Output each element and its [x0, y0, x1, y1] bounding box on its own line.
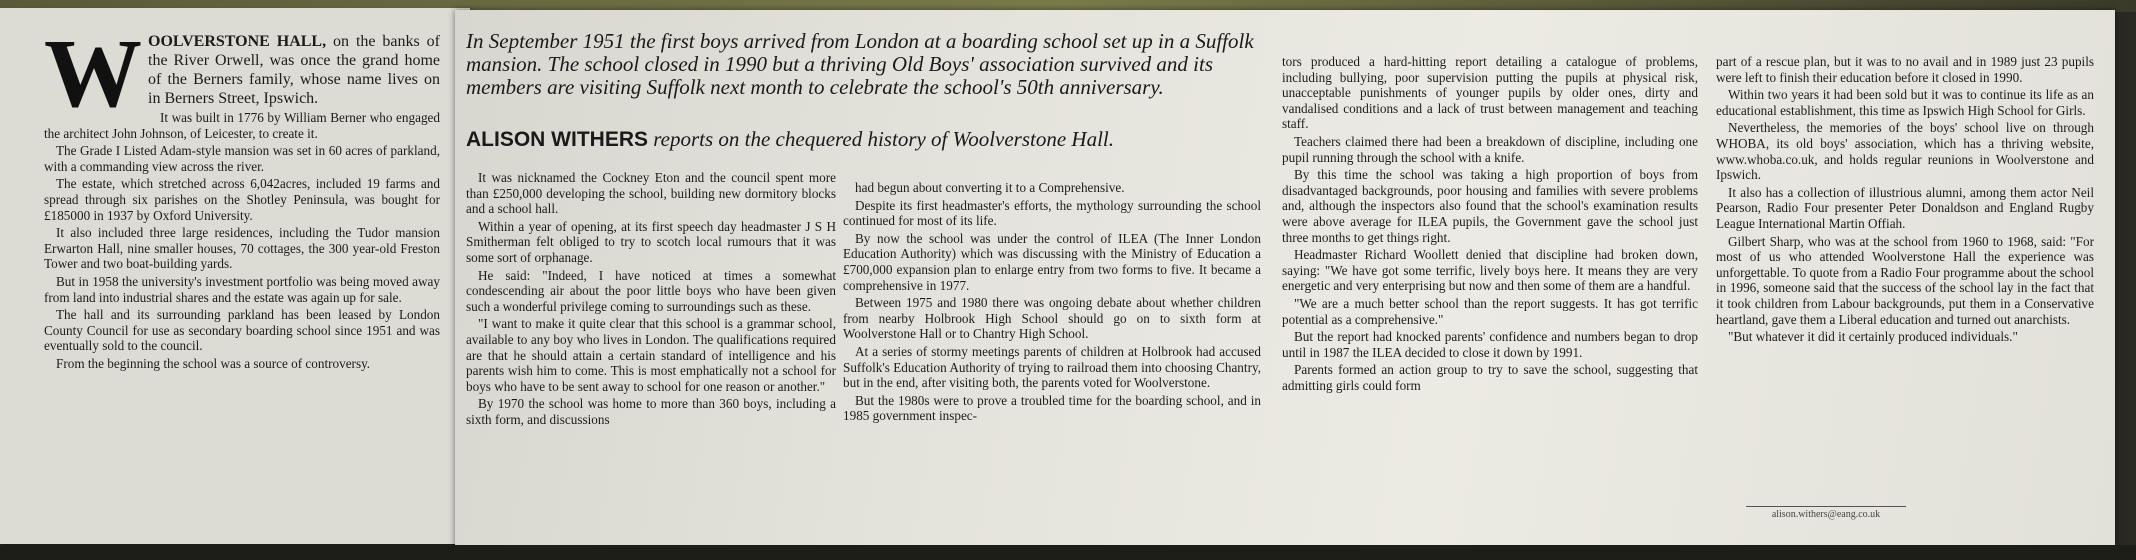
paragraph: The estate, which stretched across 6,042acres, included 19 farms and spread through six parishes on the Shotley Peninsula, was bought for £185000 in 1937 by Oxford University.: [44, 176, 440, 223]
paragraph: He said: "Indeed, I have noticed at times a somewhat condescending air about the poor little boys who have been given such a wonderful privilege coming to surroundings such as these.: [466, 267, 836, 314]
byline-name: ALISON WITHERS: [466, 128, 648, 151]
paragraph: Nevertheless, the memories of the boys' school live on through WHOBA, its old boys' association, which has a thriving website, www.whoba.co.uk, and holds regular reunions in Woolverstone and Ipswich.: [1716, 120, 2094, 183]
paragraph: Teachers claimed there had been a breakdown of discipline, including one pupil running through the school with a knife.: [1282, 133, 1698, 165]
bottom-edge: [0, 545, 2136, 560]
paragraph: By 1970 the school was home to more than 360 boys, including a sixth form, and discussions: [466, 396, 836, 427]
paragraph: But the 1980s were to prove a troubled time for the boarding school, and in 1985 government inspec-: [843, 392, 1261, 424]
column-2: [466, 170, 836, 430]
paragraph: "We are a much better school than the report suggests. It has got terrific potential as a comprehensive.": [1282, 295, 1698, 327]
paragraph: Despite its first headmaster's efforts, the mythology surrounding the school continued for most of its life.: [843, 197, 1261, 229]
paragraph: By now the school was under the control of ILEA (The Inner London Education Authority) which was discussing with the Ministry of Education a £700,000 expansion plan to enlarge entry from two forms to five. It became a comprehensive in 1977.: [843, 230, 1261, 293]
column-4: [1282, 54, 1698, 395]
paragraph: Within a year of opening, at its first speech day headmaster J S H Smitherman felt obliged to try to scotch local rumours that it was some sort of orphanage.: [466, 218, 836, 265]
column-5: [1716, 54, 2094, 347]
author-email: alison.withers@eang.co.uk: [1746, 506, 1906, 520]
column-1: [44, 20, 441, 374]
paragraph: Parents formed an action group to try to save the school, suggesting that admitting girls could form: [1282, 362, 1698, 393]
paragraph: part of a rescue plan, but it was to no avail and in 1989 just 23 pupils were left to finish their education before it closed in 1990.: [1716, 54, 2094, 85]
byline-text: reports on the chequered history of Woolverstone Hall.: [653, 127, 1115, 151]
paragraph: But the report had knocked parents' confidence and numbers began to drop until in 1987 the ILEA decided to close it down by 1991.: [1282, 329, 1698, 360]
paragraph: tors produced a hard-hitting report detailing a catalogue of problems, including bullying, poor supervision putting the pupils at physical risk, unacceptable punishments of younger pupils by older ones, dirty and vandalised conditions and a lack of trust between management and teaching staff.: [1282, 54, 1698, 132]
paragraph: It also has a collection of illustrious alumni, among them actor Neil Pearson, Radio Four presenter Peter Donaldson and England Rugby League International Martin Offiah.: [1716, 184, 2094, 231]
paragraph: From the beginning the school was a source of controversy.: [56, 355, 371, 371]
paragraph: "But whatever it did it certainly produced individuals.": [1728, 329, 2018, 345]
paragraph: Between 1975 and 1980 there was ongoing debate about whether children from nearby Holbrook High School should go on to sixth form at Woolverstone Hall or to Chantry High School.: [843, 295, 1261, 342]
paragraph: Gilbert Sharp, who was at the school from 1960 to 1968, said: "For most of us who attended Woolverstone Hall the experience was unforgettable. To quote from a Radio Four programme about the school in 1996, someone said that the success of the school lay in the fact that it took children from Labour backgrounds, put them in a Conservative heartland, gave them a Liberal education and turned out anarchists.: [1716, 233, 2094, 327]
intro-rest-text: on the banks of the River Orwell, was once the grand home of the Berners family, whose name lives on in Berners Street, Ipswich.: [148, 33, 441, 107]
drop-cap: W: [44, 20, 142, 128]
paragraph: Headmaster Richard Woollett denied that discipline had broken down, saying: "We have got some terrific, lively boys here. It means they are very energetic and very enterprising but now and then some of them are a handful.: [1282, 247, 1698, 294]
byline: [466, 127, 1266, 152]
paragraph: At a series of stormy meetings parents of children at Holbrook had accused Suffolk's Education Authority of trying to railroad them into choosing Chantry, but in the end, after visiting both, the parents voted for Woolverstone.: [843, 343, 1261, 391]
paragraph: But in 1958 the university's investment portfolio was being moved away from land into industrial shares and the estate was again up for sale.: [44, 273, 440, 305]
paragraph: had begun about converting it to a Comprehensive.: [855, 180, 1125, 195]
paragraph: It was built in 1776 by William Berner who engaged the architect John Johnson, of Leicester, to create it.: [44, 110, 440, 141]
paragraph: The Grade I Listed Adam-style mansion was set in 60 acres of parkland, with a commanding view across the river.: [44, 143, 440, 174]
paragraph: By this time the school was taking a high proportion of boys from disadvantaged backgrounds, poor housing and families with severe problems and, although the inspectors also found that the school's examination results were above average for ILEA pupils, the Government gave the school just three months to get things right.: [1282, 167, 1698, 245]
paragraph: It also included three large residences, including the Tudor mansion Erwarton Hall, nine smaller houses, 70 cottages, the 300 year-old Freston Tower and two boat-building yards.: [44, 225, 440, 272]
paragraph: "I want to make it quite clear that this school is a grammar school, available to any boy who lives in London. The qualifications required are that he should attain a certain standard of intelligence and his parents wish him to come. This is most emphatically not a school for boys who have to be sent away to school for one reason or another.": [466, 316, 836, 394]
column-3: [843, 180, 1261, 426]
paragraph: It was nicknamed the Cockney Eton and the council spent more than £250,000 developing the school, building new dormitory blocks and a school hall.: [466, 170, 836, 217]
paragraph: The hall and its surrounding parkland has been leased by London County Council for use as secondary boarding school since 1951 and was eventually sold to the council.: [44, 307, 440, 354]
paragraph: Within two years it had been sold but it was to continue its life as an educational establishment, this time as Ipswich High School for Girls.: [1716, 87, 2094, 118]
intro-lead-text: OOLVERSTONE HALL,: [148, 33, 327, 50]
standfirst: In September 1951 the first boys arrived from London at a boarding school set up in a Suffolk mansion. The school closed in 1990 but a thriving Old Boys' association survived and its members are visiting Suffolk next month to celebrate the school's 50th anniversary.: [466, 29, 1254, 99]
